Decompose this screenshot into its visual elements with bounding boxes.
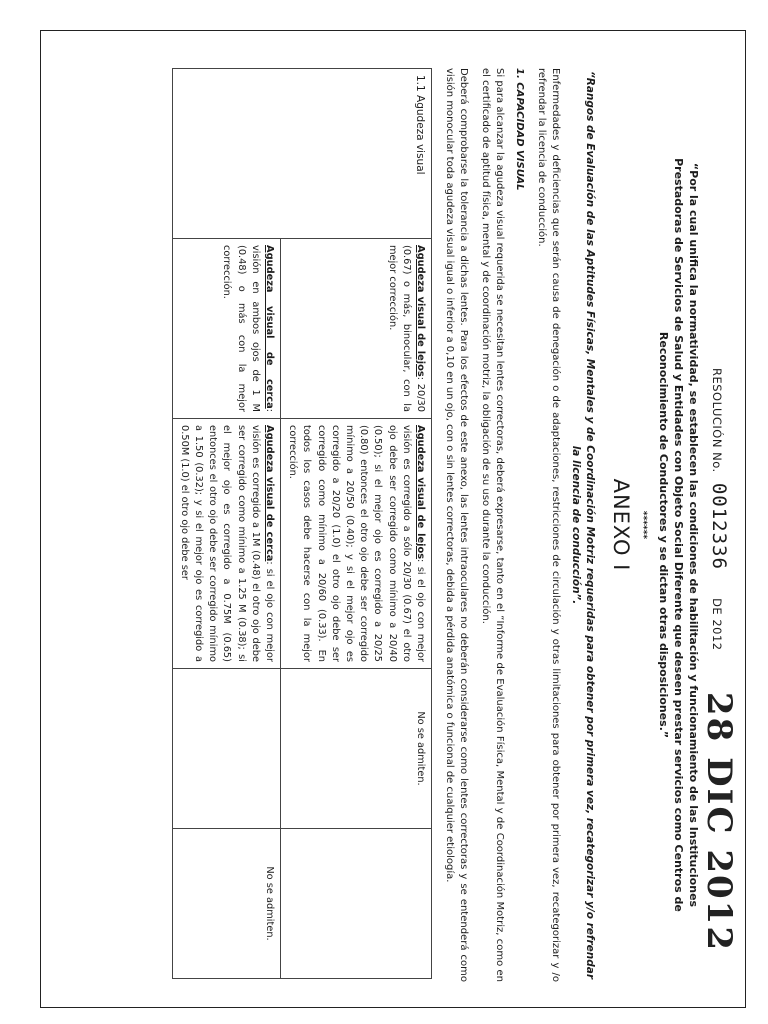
- intro-paragraph: Enfermedades y deficiencias que serán causa de denegación o de adaptaciones, restricciones de circulación y otras limitaciones para obtener por primera vez, recategorizar y /o refrendar la licencia de conducción.: [536, 68, 562, 982]
- cell-text: : visión en ambos ojos de 1 M (0.48) o más con la mejor corrección.: [221, 245, 276, 412]
- term: Agudeza visual de lejos: [415, 425, 427, 560]
- resolution-label: RESOLUCIÓN No.: [710, 368, 724, 473]
- paragraph-tolerance: Deberá comprobarse la tolerancia a dichas lentes. Para los efectos de este anexo, las lentes intraoculares no deberán considerarse como lentes correctoras y se entenderá como visión monocular toda agudeza visual igual o inferior a 0,10 en un ojo, con o sin lentes correctoras, debida a pérdida anatómica o funcional de cualquier etiología.: [444, 68, 470, 982]
- row-label: 1.1 Agudeza visual: [172, 69, 431, 239]
- visual-acuity-table: [172, 68, 432, 979]
- table-cell: [281, 829, 432, 979]
- document-title: “Por la cual unifica la normatividad, se establecen las condiciones de habilitación y funcionamiento de las Instituciones Prestadoras de Servicios de Salud y Entidades con Objeto Social Diferente que deseen prestar servicios como Centros de Reconocimiento de Conductores y se dictan otras disposiciones.”: [657, 158, 700, 912]
- table-cell: [281, 239, 432, 419]
- term: Agudeza visual de lejos: [415, 245, 427, 377]
- cell-text: : si el ojo con mejor visión es corregido a sólo 20/30 (0.67) el otro ojo debe ser corregido como mínimo a 20/40 (0.50); si el mejor ojo es corregido a 20/25 (0.80) entonces el otro ojo debe ser corregido mínimo a 20/50 (0.40); y si el mejor ojo es corregido a 20/20 (1.0) el otro ojo debe ser corregido como mínimo a 20/60 (0.33). En todos los casos debe hacerse con la mejor corrección.: [287, 425, 427, 663]
- table-cell: [281, 419, 432, 669]
- cell-text: : 20/30 (0.67) o más, binocular, con la mejor corrección.: [386, 245, 427, 412]
- table-cell: No se admiten.: [281, 669, 432, 829]
- cell-text: : si el ojo con mejor visión es corregido a 1M (0.48) el otro ojo debe ser corregido como mínimo a 1.25 M (0.38); si el mejor ojo es corregido a 0.75M (0.65) entonces el otro ojo debe ser corregido mínimo a 1.50 (0.32); y si el mejor ojo es corregido a 0.50M (1.0) el otro ojo debe ser: [178, 425, 276, 663]
- table-cell: [172, 419, 280, 669]
- separator: ******: [638, 510, 649, 540]
- table-row: [281, 69, 432, 979]
- term: Agudeza visual de cerca: [264, 425, 276, 562]
- annex-subtitle: “Rangos de Evaluación de las Aptitudes Físicas, Mentales y de Coordinación Motriz requeridas para obtener por primera vez, recategorizar y/o refrendar la licencia de conducción”.: [569, 70, 597, 980]
- resolution-line: [705, 368, 732, 651]
- resolution-number: 0012336: [708, 482, 730, 570]
- table-cell: [172, 669, 280, 829]
- rotated-document: [52, 50, 742, 1000]
- table-cell: [172, 239, 280, 419]
- document-header: [699, 68, 742, 982]
- section-heading: 1. CAPACIDAD VISUAL: [514, 68, 526, 191]
- annex-title: ANEXO I: [608, 478, 633, 572]
- date-stamp: 28 DIC 2012: [699, 691, 739, 952]
- table-cell: No se admiten.: [172, 829, 280, 979]
- paragraph-lenses: Si para alcanzar la agudeza visual requerida se necesitan lentes correctoras, deberá expresarse, tanto en el “Informe de Evaluación Física, Mental y de Coordinación Motriz, como en el certificado de aptitud física, mental y de coordinación motriz, la obligación de su uso durante la conducción.: [480, 68, 506, 982]
- resolution-year: DE 2012: [710, 598, 724, 651]
- term: Agudeza visual de cerca: [264, 245, 276, 409]
